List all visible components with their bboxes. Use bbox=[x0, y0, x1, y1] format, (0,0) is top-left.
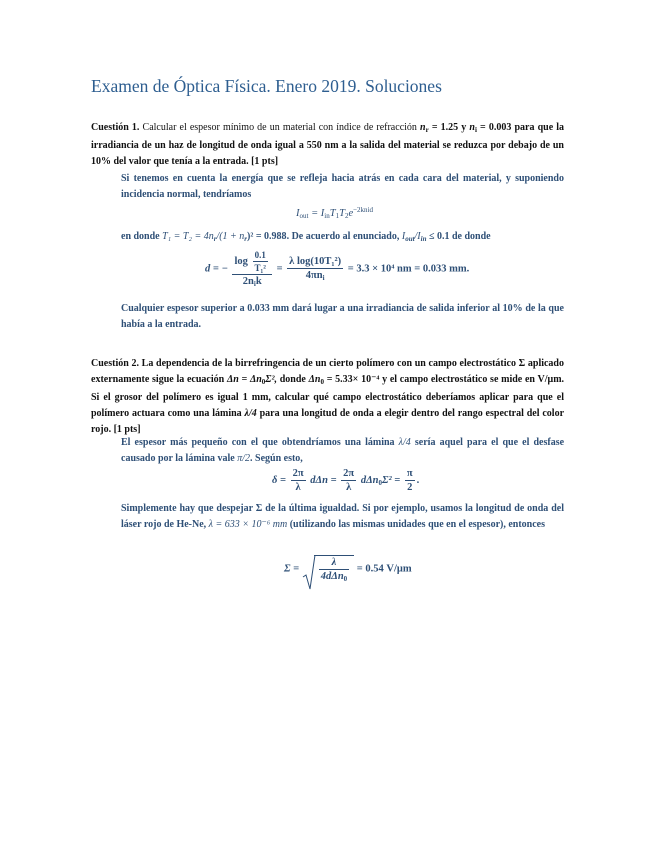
ans21-b: sería aquel para el que el desfase causado por la lámina vale bbox=[121, 437, 565, 464]
equation-2 bbox=[205, 250, 469, 288]
eq1-out: out bbox=[299, 212, 309, 220]
eq1-rhs: = I bbox=[311, 208, 325, 219]
ans2-c: I bbox=[401, 231, 406, 242]
q2-text-end: para una longitud de onda a elegir dentro del rango espectral del color rojo. [1 pts] bbox=[91, 408, 565, 435]
ni-symbol: n bbox=[469, 122, 475, 133]
equation-3: δ = $\frac{2\pi}{\lambda}$ dΔn = $\frac{2\pi}{\lambda}$ dΔn$_0$Σ² = $\frac{\pi}{2}$ . bbox=[272, 468, 420, 493]
sqrt-symbol: $\frac{\lambda}{4d\Delta n_0}$ bbox=[302, 555, 354, 583]
eq3-mid3: Σ² = bbox=[382, 474, 401, 486]
ans2-eq3: )² = 0.988 bbox=[247, 231, 287, 242]
question-2: Cuestión 2. La dependencia de la birrefringencia de un cierto polímero con un campo electrostático Σ aplicado externamente sigue la ecuación $\Delta n = \Delta n_0\Sigma^2$, donde $\Delta n_0 = 5.33\times 10^{-4}$ y el campo electrostático se mide en V/μm. Si el grosor del polímero es igual 1 mm, calcular qué campo electrostático deberíamos aplicar para que el polímero actuara como una lámina λ/4 para una longitud de onda a elegir dentro del rango espectral del color rojo. [1 pts] bbox=[91, 358, 565, 435]
ans2-eq2: /(1 + n bbox=[216, 231, 245, 242]
ans21-lambda4: λ/4 bbox=[398, 437, 411, 448]
equation-4 bbox=[284, 555, 412, 583]
answer-1-para-2: en donde $T_1 = T_2 = 4n_r/(1 + n_r)^2 = 0.988$. De acuerdo al enunciado, $I_{out}/I_{in} \le 0.1$ de donde bbox=[121, 231, 491, 243]
ans22-text: Simplemente hay que despejar Σ de la última igualdad. Si por ejemplo, usamos la longitud de onda del láser rojo de He-Ne, bbox=[121, 503, 564, 530]
q2-eq-c: Δn bbox=[308, 374, 321, 385]
eq1-t2: T bbox=[339, 208, 345, 219]
eq1-t1: T bbox=[329, 208, 336, 219]
answer-1-para-1: Si tenemos en cuenta la energía que se refleja hacia atrás en cada cara del material, y suponiendo incidencia normal, tendríamos bbox=[121, 173, 564, 200]
eq2-num2: λ log(10T₁²) bbox=[289, 256, 342, 267]
ni-sub: i bbox=[474, 126, 477, 134]
eq2-result: = 3.3 × 10⁴ nm = 0.033 mm. bbox=[347, 263, 470, 275]
nr-value: = 1.25 y bbox=[431, 122, 467, 133]
q2-donde: donde bbox=[279, 374, 306, 385]
eq2-d: d = − bbox=[205, 263, 228, 275]
eq2-01: 0.1 bbox=[253, 250, 268, 262]
equation-1: $I_{out} = I_{in}T_1T_2e^{-2knid}$ bbox=[296, 206, 374, 220]
q2-lambda4: λ/4 bbox=[244, 408, 257, 419]
question-1-label: Cuestión 1. bbox=[91, 122, 140, 133]
eq2-log: log bbox=[234, 255, 248, 267]
eq1-in: in bbox=[324, 212, 330, 220]
eq3-2: 2 bbox=[407, 482, 413, 493]
ans22-end: (utilizando las mismas unidades que en el espesor), entonces bbox=[289, 519, 545, 530]
eq2-t1sq: T₁² bbox=[254, 263, 266, 273]
eq1-exp-i: i bbox=[367, 206, 370, 214]
eq2-eq: = bbox=[276, 263, 283, 275]
answer-2-para-1 bbox=[121, 435, 564, 467]
answer-2-para-2 bbox=[121, 501, 564, 533]
radical-sign bbox=[302, 555, 316, 591]
question-2-label: Cuestión 2. bbox=[91, 358, 139, 369]
eq2-den1b: k bbox=[255, 276, 262, 287]
eq4-res: = 0.54 V/μm bbox=[356, 563, 412, 575]
question-2-text-1: La dependencia de la birrefringencia de un cierto polímero con un campo electrostático Σ aplicado externamente sigue la ecuación bbox=[91, 358, 564, 385]
eq1-exp: −2kn bbox=[353, 206, 368, 214]
nr-symbol: n bbox=[420, 122, 426, 133]
eq2-frac-1: log $\frac{0.1}{\text{T₁²}}$ $2n_ik$ bbox=[232, 250, 271, 288]
eq1-i: I bbox=[296, 208, 300, 219]
q2-eq-b: Σ², bbox=[265, 374, 277, 385]
eq4-den: 4dΔn bbox=[320, 571, 344, 582]
q2-eq-a: Δn = Δn bbox=[226, 374, 262, 385]
question-1 bbox=[91, 120, 564, 170]
ans2-a: en donde bbox=[121, 231, 160, 242]
ans2-b: . De acuerdo al enunciado, bbox=[286, 231, 400, 242]
q2-eq-d: = 5.33× 10⁻⁴ bbox=[326, 374, 380, 385]
eq3-2pi-a: 2π bbox=[292, 468, 304, 479]
eq3-pi: π bbox=[406, 468, 413, 479]
ni-value: = 0.003 bbox=[480, 122, 512, 133]
eq3-mid: dΔn = bbox=[310, 474, 337, 486]
ans21-c: . Según esto, bbox=[250, 453, 303, 464]
nr-sub: r bbox=[425, 126, 429, 134]
eq3-2pi-b: 2π bbox=[343, 468, 355, 479]
eq3-delta: δ = bbox=[272, 474, 286, 486]
eq1-exp-d: d bbox=[369, 206, 374, 214]
answer-1-para-3: Cualquier espesor superior a 0.033 mm dará lugar a una irradiancia de salida inferior al 10% de la que había a la entrada. bbox=[121, 303, 564, 330]
ans21-a: El espesor más pequeño con el que obtendríamos una lámina bbox=[121, 437, 395, 448]
eq3-end: . bbox=[416, 474, 420, 486]
ans22-lambda: λ = 633 × 10⁻⁶ mm bbox=[208, 519, 288, 530]
eq2-frac-2: $\frac{\text{λ log(10T₁²)}}{4\pi n_i}$ bbox=[289, 256, 342, 282]
ans2-e: ≤ 0.1 de donde bbox=[428, 231, 491, 242]
eq4-sigma: Σ = bbox=[284, 563, 300, 575]
ans2-eq: T₁ = T₂ = 4n bbox=[162, 231, 214, 242]
eq2-den2: 4πn bbox=[305, 270, 323, 281]
ans2-d: /I bbox=[414, 231, 421, 242]
q2-text-y: y el campo electrostático se mide en V/μm. Si el grosor del polímero es igual 1 mm, calcular qué campo electrostático deberíamos aplicar para que el polímero actuara como una lámina bbox=[91, 374, 565, 419]
ans21-pi2: π/2 bbox=[237, 453, 251, 464]
question-1-text-1: Calcular el espesor mínimo de un material con índice de refracción bbox=[142, 122, 417, 133]
document-title: Examen de Óptica Física. Enero 2019. Soluciones bbox=[91, 76, 442, 96]
eq3-mid2: dΔn bbox=[360, 474, 379, 486]
eq3-lambda-b: λ bbox=[346, 482, 352, 493]
eq3-lambda-a: λ bbox=[295, 482, 301, 493]
eq2-den1: 2n bbox=[242, 276, 254, 287]
question-1-text-2: para que la irradiancia de un haz de longitud de onda igual a 550 nm a la salida del material se reduzca por debajo de un 10% del valor que tenía a la entrada. [1 pts] bbox=[91, 122, 565, 167]
eq4-num: λ bbox=[331, 557, 337, 568]
